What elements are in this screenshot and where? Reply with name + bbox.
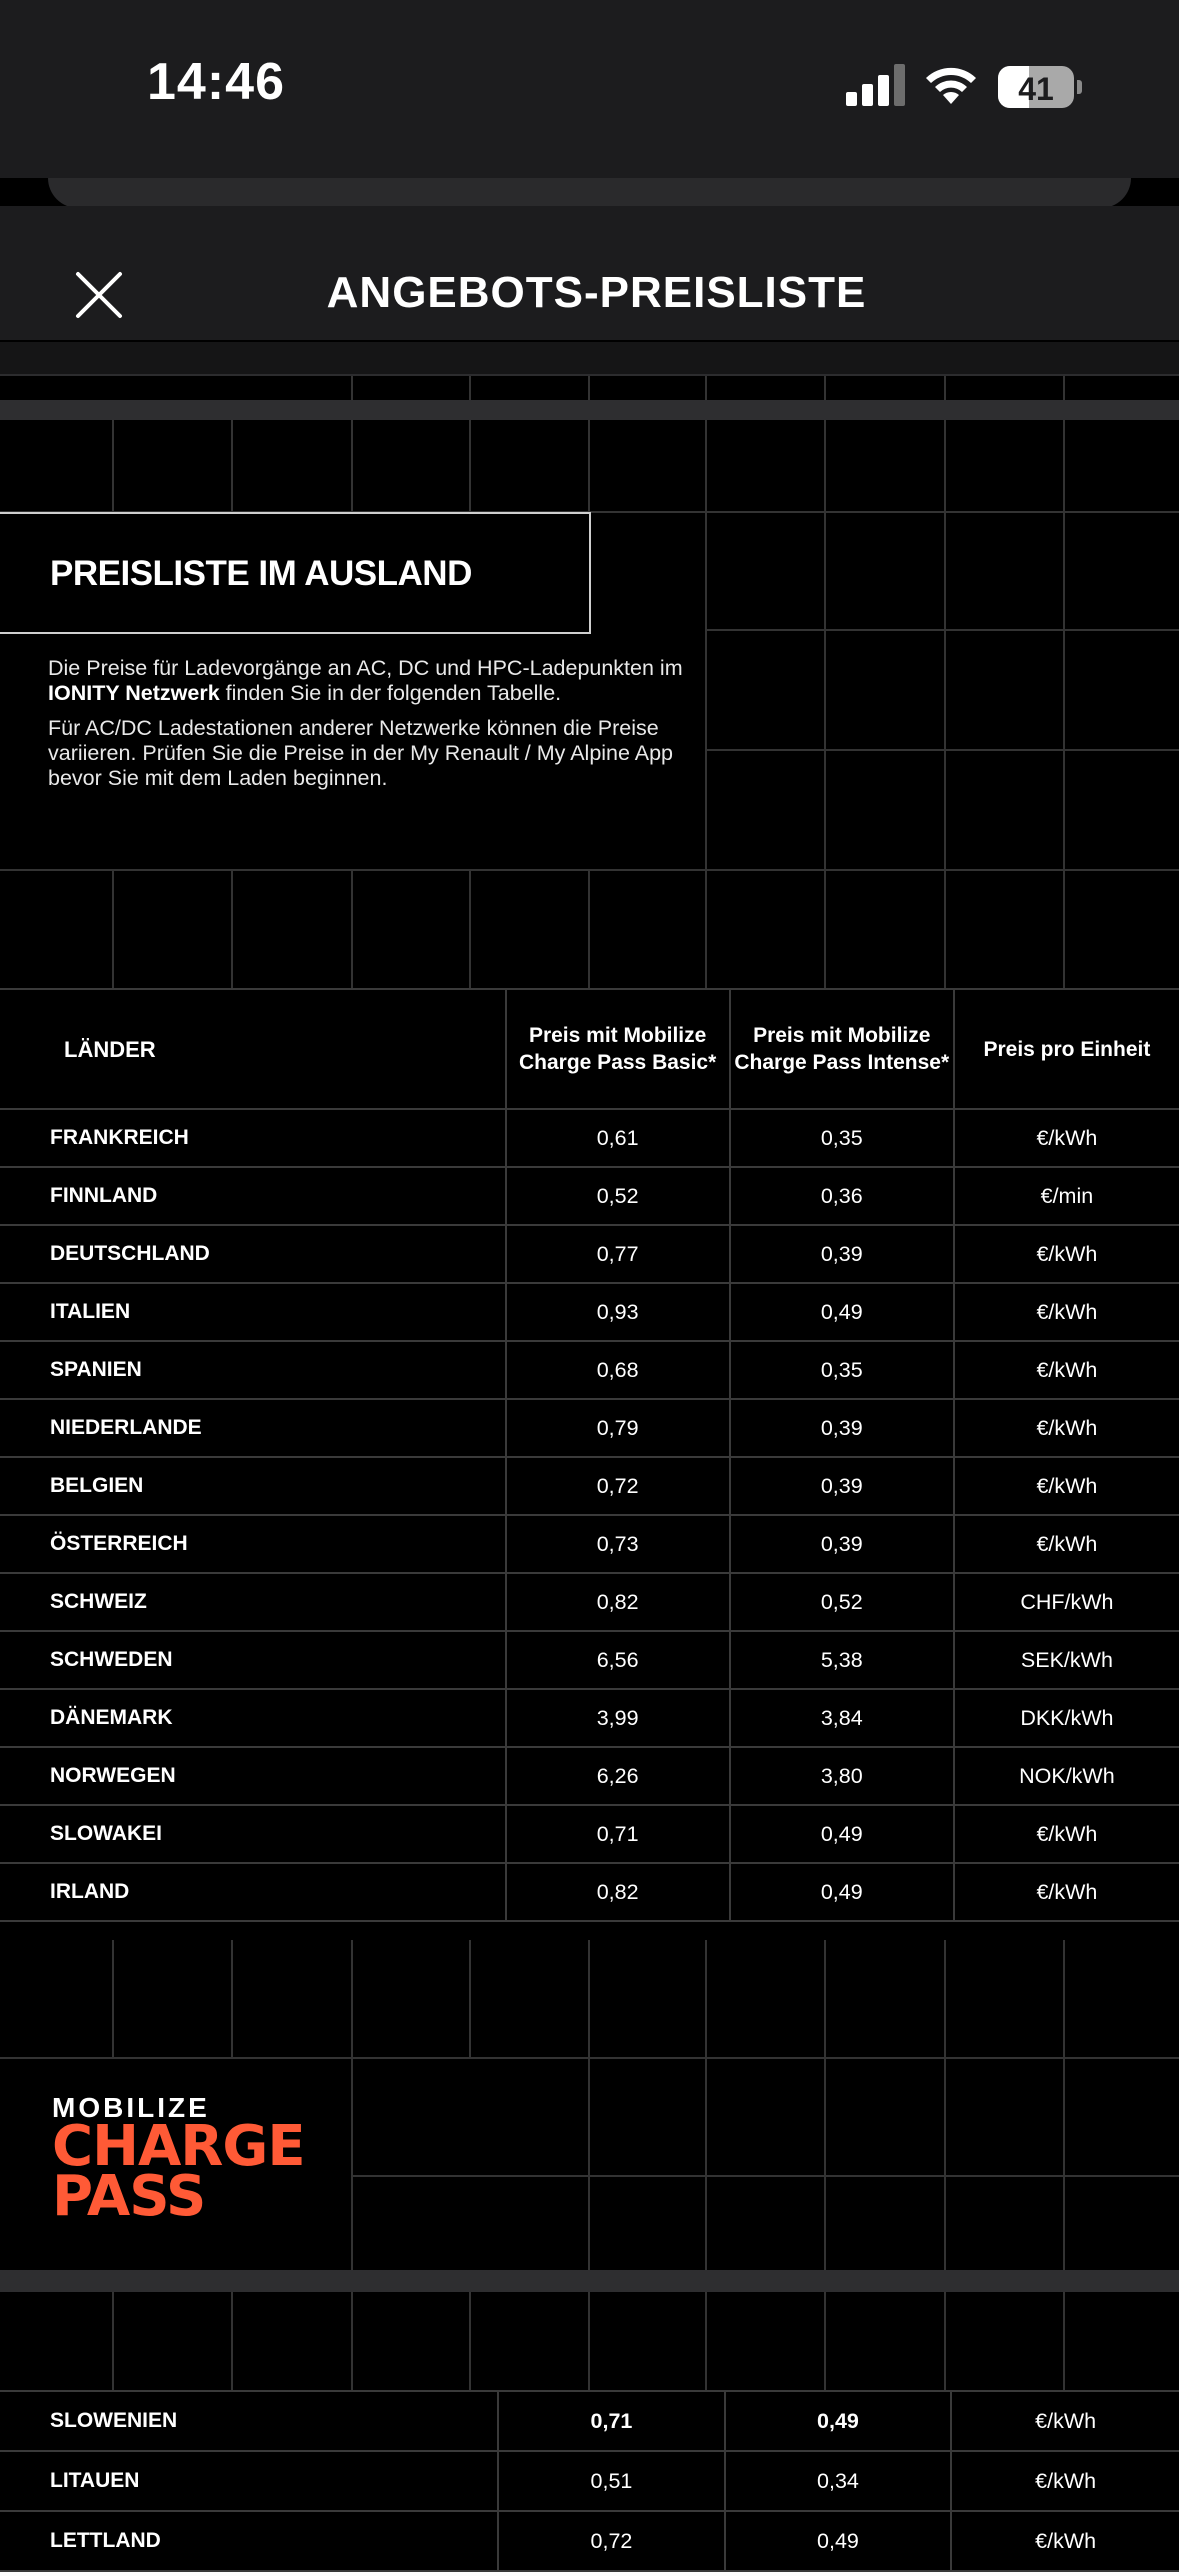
intense-price-cell: 0,39 <box>730 1515 954 1573</box>
country-cell: NIEDERLANDE <box>0 1399 506 1457</box>
intense-price-cell: 0,34 <box>725 2451 952 2511</box>
basic-price-cell: 0,72 <box>506 1457 730 1515</box>
table-row <box>0 1573 1179 1631</box>
section-title-box <box>0 512 591 634</box>
basic-price-cell: 0,71 <box>498 2391 725 2451</box>
country-cell: NORWEGEN <box>0 1747 506 1805</box>
country-cell: SLOWAKEI <box>0 1805 506 1863</box>
sheet-handle <box>48 178 1131 208</box>
country-cell: FINNLAND <box>0 1167 506 1225</box>
table-row <box>0 1399 1179 1457</box>
intense-price-cell: 0,39 <box>730 1399 954 1457</box>
mobilize-charge-pass-logo <box>52 2092 305 2229</box>
grid-background-bottom <box>0 2292 1179 2390</box>
basic-price-cell: 0,61 <box>506 1109 730 1167</box>
intense-price-cell: 5,38 <box>730 1631 954 1689</box>
status-time: 14:46 <box>147 53 285 111</box>
basic-price-cell: 0,68 <box>506 1341 730 1399</box>
country-cell: BELGIEN <box>0 1457 506 1515</box>
basic-price-cell: 0,52 <box>506 1167 730 1225</box>
intense-price-cell: 0,49 <box>730 1805 954 1863</box>
status-bar <box>0 0 1179 178</box>
intro-paragraph-ionity <box>48 656 688 706</box>
table-row <box>0 1225 1179 1283</box>
basic-price-cell: 0,79 <box>506 1399 730 1457</box>
country-cell: ÖSTERREICH <box>0 1515 506 1573</box>
intense-price-cell: 0,49 <box>730 1863 954 1921</box>
logo-product-line1: CHARGE <box>52 2114 305 2179</box>
unit-cell: NOK/kWh <box>954 1747 1179 1805</box>
column-header-countries: LÄNDER <box>0 989 506 1109</box>
unit-cell: CHF/kWh <box>954 1573 1179 1631</box>
intense-price-cell: 0,49 <box>725 2511 952 2571</box>
intense-price-cell: 0,35 <box>730 1109 954 1167</box>
basic-price-cell: 0,77 <box>506 1225 730 1283</box>
grid-background-top <box>0 376 1179 402</box>
intro-text-part: Die Preise für Ladevorgänge an AC, DC und HPC-Ladepunkten im <box>48 656 683 680</box>
battery-tip <box>1077 80 1082 94</box>
basic-price-cell: 0,82 <box>506 1573 730 1631</box>
intense-price-cell: 3,80 <box>730 1747 954 1805</box>
intense-price-cell: 3,84 <box>730 1689 954 1747</box>
section-title: PREISLISTE IM AUSLAND <box>50 554 472 593</box>
table-row <box>0 1457 1179 1515</box>
country-cell: SCHWEIZ <box>0 1573 506 1631</box>
country-cell: SCHWEDEN <box>0 1631 506 1689</box>
basic-price-cell: 6,26 <box>506 1747 730 1805</box>
table-row <box>0 1805 1179 1863</box>
unit-cell: €/kWh <box>951 2391 1179 2451</box>
basic-price-cell: 0,51 <box>498 2451 725 2511</box>
unit-cell: €/kWh <box>951 2511 1179 2571</box>
unit-cell: €/kWh <box>954 1863 1179 1921</box>
ionity-network-label: IONITY Netzwerk <box>48 681 220 705</box>
country-cell: SLOWENIEN <box>0 2391 498 2451</box>
battery-icon <box>998 66 1074 108</box>
table-row <box>0 2391 1179 2451</box>
table-row <box>0 1863 1179 1921</box>
table-row <box>0 1747 1179 1805</box>
basic-price-cell: 3,99 <box>506 1689 730 1747</box>
unit-cell: €/kWh <box>954 1109 1179 1167</box>
intro-paragraph-other-networks: Für AC/DC Ladestationen anderer Netzwerke können die Preise variieren. Prüfen Sie die Preise in der My Renault / My Alpine App bevor Sie mit dem Laden beginnen. <box>48 716 674 790</box>
price-table <box>0 988 1179 1922</box>
battery-percentage: 41 <box>1018 71 1054 107</box>
cellular-signal-icon <box>846 62 906 106</box>
basic-price-cell: 0,72 <box>498 2511 725 2571</box>
section-divider <box>0 400 1179 420</box>
basic-price-cell: 0,73 <box>506 1515 730 1573</box>
country-cell: DEUTSCHLAND <box>0 1225 506 1283</box>
table-row <box>0 1167 1179 1225</box>
country-cell: LITAUEN <box>0 2451 498 2511</box>
intense-price-cell: 0,35 <box>730 1341 954 1399</box>
country-cell: FRANKREICH <box>0 1109 506 1167</box>
table-row <box>0 2511 1179 2571</box>
unit-cell: €/kWh <box>954 1225 1179 1283</box>
basic-price-cell: 0,93 <box>506 1283 730 1341</box>
table-row <box>0 1515 1179 1573</box>
column-header-intense: Preis mit Mobilize Charge Pass Intense* <box>730 989 954 1109</box>
unit-cell: €/min <box>954 1167 1179 1225</box>
unit-cell: DKK/kWh <box>954 1689 1179 1747</box>
country-cell: SPANIEN <box>0 1341 506 1399</box>
intense-price-cell: 0,36 <box>730 1167 954 1225</box>
unit-cell: €/kWh <box>954 1515 1179 1573</box>
basic-price-cell: 6,56 <box>506 1631 730 1689</box>
table-row <box>0 1689 1179 1747</box>
logo-brand: MOBILIZE <box>52 2092 210 2123</box>
basic-price-cell: 0,71 <box>506 1805 730 1863</box>
basic-price-cell: 0,82 <box>506 1863 730 1921</box>
intro-text-part: finden Sie in der folgenden Tabelle. <box>219 681 562 705</box>
unit-cell: €/kWh <box>954 1341 1179 1399</box>
country-cell: IRLAND <box>0 1863 506 1921</box>
country-cell: LETTLAND <box>0 2511 498 2571</box>
table-row <box>0 1283 1179 1341</box>
unit-cell: €/kWh <box>954 1805 1179 1863</box>
wifi-icon <box>922 60 980 106</box>
modal-header <box>0 206 1179 342</box>
country-cell: DÄNEMARK <box>0 1689 506 1747</box>
unit-cell: €/kWh <box>954 1457 1179 1515</box>
table-row <box>0 1341 1179 1399</box>
intro-text <box>48 656 688 801</box>
unit-cell: €/kWh <box>954 1283 1179 1341</box>
intense-price-cell: 0,39 <box>730 1225 954 1283</box>
intense-price-cell: 0,49 <box>730 1283 954 1341</box>
section-divider <box>0 2270 1179 2292</box>
unit-cell: €/kWh <box>951 2451 1179 2511</box>
logo-product-line2: PASS <box>52 2164 206 2229</box>
table-header-row <box>0 989 1179 1109</box>
intense-price-cell: 0,39 <box>730 1457 954 1515</box>
column-header-basic: Preis mit Mobilize Charge Pass Basic* <box>506 989 730 1109</box>
price-table-continued <box>0 2390 1179 2572</box>
country-cell: ITALIEN <box>0 1283 506 1341</box>
column-header-unit: Preis pro Einheit <box>954 989 1179 1109</box>
intense-price-cell: 0,52 <box>730 1573 954 1631</box>
table-row <box>0 1109 1179 1167</box>
table-row <box>0 2451 1179 2511</box>
intense-price-cell: 0,49 <box>725 2391 952 2451</box>
unit-cell: SEK/kWh <box>954 1631 1179 1689</box>
unit-cell: €/kWh <box>954 1399 1179 1457</box>
header-divider <box>0 342 1179 376</box>
page-title: ANGEBOTS-PREISLISTE <box>326 268 867 317</box>
table-row <box>0 1631 1179 1689</box>
